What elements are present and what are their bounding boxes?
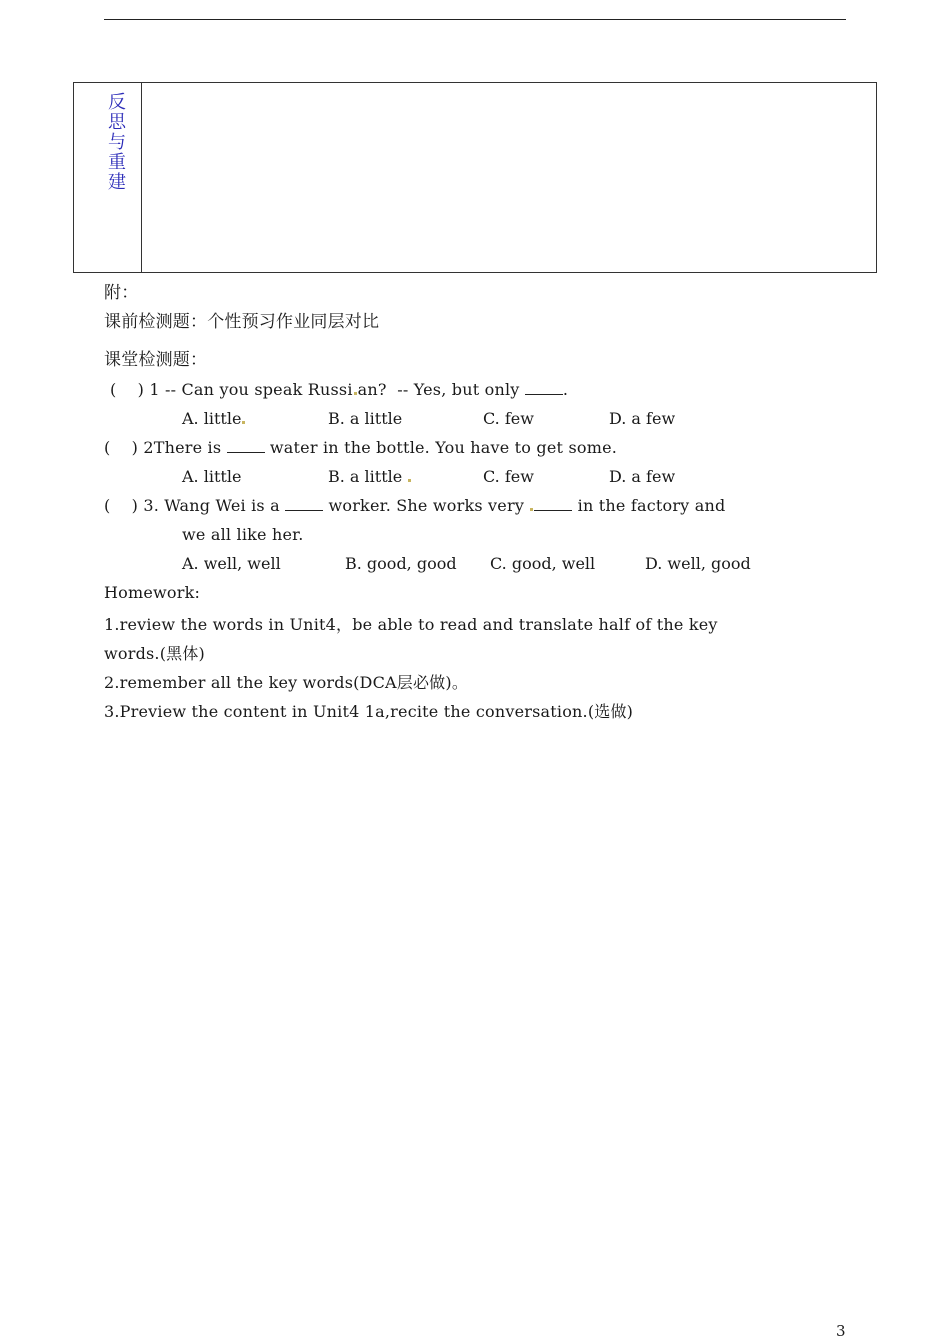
question-1 — [110, 380, 568, 399]
option-c: C. few — [483, 409, 534, 428]
mark-dot — [408, 479, 411, 482]
reflection-label — [104, 93, 130, 193]
mark-dot — [354, 392, 357, 395]
option-d: D. a few — [609, 409, 676, 428]
option-d: D. well, good — [645, 554, 751, 573]
option-b: B. a little — [328, 409, 403, 428]
option-a: A. little — [182, 409, 246, 428]
question-stem: . — [562, 380, 569, 399]
answer-blank — [525, 393, 563, 395]
question-stem: 3. Wang Wei is a — [143, 496, 280, 515]
answer-paren: ( ) — [104, 496, 139, 515]
question-stem: 2There is — [143, 438, 222, 457]
reflection-table — [73, 82, 877, 273]
option-c: C. few — [483, 467, 534, 486]
answer-paren: ( ) — [104, 438, 139, 457]
in-class-test: 课堂检测题： — [104, 350, 208, 370]
reflection-char: 与 — [108, 132, 126, 153]
answer-blank — [534, 509, 572, 511]
homework-title: Homework: — [104, 583, 201, 602]
question-3-continued: we all like her. — [182, 525, 304, 544]
mark-dot — [242, 421, 245, 424]
page-number: 3 — [836, 1322, 846, 1340]
reflection-char: 建 — [108, 172, 126, 193]
question-stem: worker. She works very — [328, 496, 525, 515]
question-stem: water in the bottle. You have to get some. — [269, 438, 618, 457]
option-a: A. little — [182, 467, 242, 486]
option-a: A. well, well — [182, 554, 281, 573]
appendix-label: 附： — [104, 283, 139, 303]
mark-dot — [530, 508, 533, 511]
option-c: C. good, well — [490, 554, 596, 573]
reflection-char: 反 — [108, 92, 126, 113]
homework-item-3: 3.Preview the content in Unit4 1a,recite the conversation.(选做) — [104, 702, 634, 721]
answer-blank — [285, 509, 323, 511]
question-stem: 1 -- Can you speak Russi — [149, 380, 353, 399]
pre-class-test: 课前检测题：个性预习作业同层对比 — [104, 312, 380, 332]
option-b: B. good, good — [345, 554, 457, 573]
homework-item-2: 2.remember all the key words(DCA层必做)。 — [104, 673, 469, 692]
question-stem: in the factory and — [577, 496, 726, 515]
header-rule — [104, 19, 846, 20]
table-divider — [141, 83, 142, 272]
option-d: D. a few — [609, 467, 676, 486]
homework-item-1-continued: words.(黑体) — [104, 644, 206, 663]
question-2 — [104, 438, 617, 457]
reflection-char: 思 — [108, 112, 126, 133]
question-3 — [104, 496, 725, 515]
reflection-char: 重 — [108, 152, 126, 173]
question-stem: an? -- Yes, but only — [357, 380, 520, 399]
answer-blank — [227, 451, 265, 453]
homework-item-1: 1.review the words in Unit4，be able to read and translate half of the key — [104, 615, 718, 634]
option-b: B. a little — [328, 467, 412, 486]
answer-paren: ( ) — [110, 380, 145, 399]
